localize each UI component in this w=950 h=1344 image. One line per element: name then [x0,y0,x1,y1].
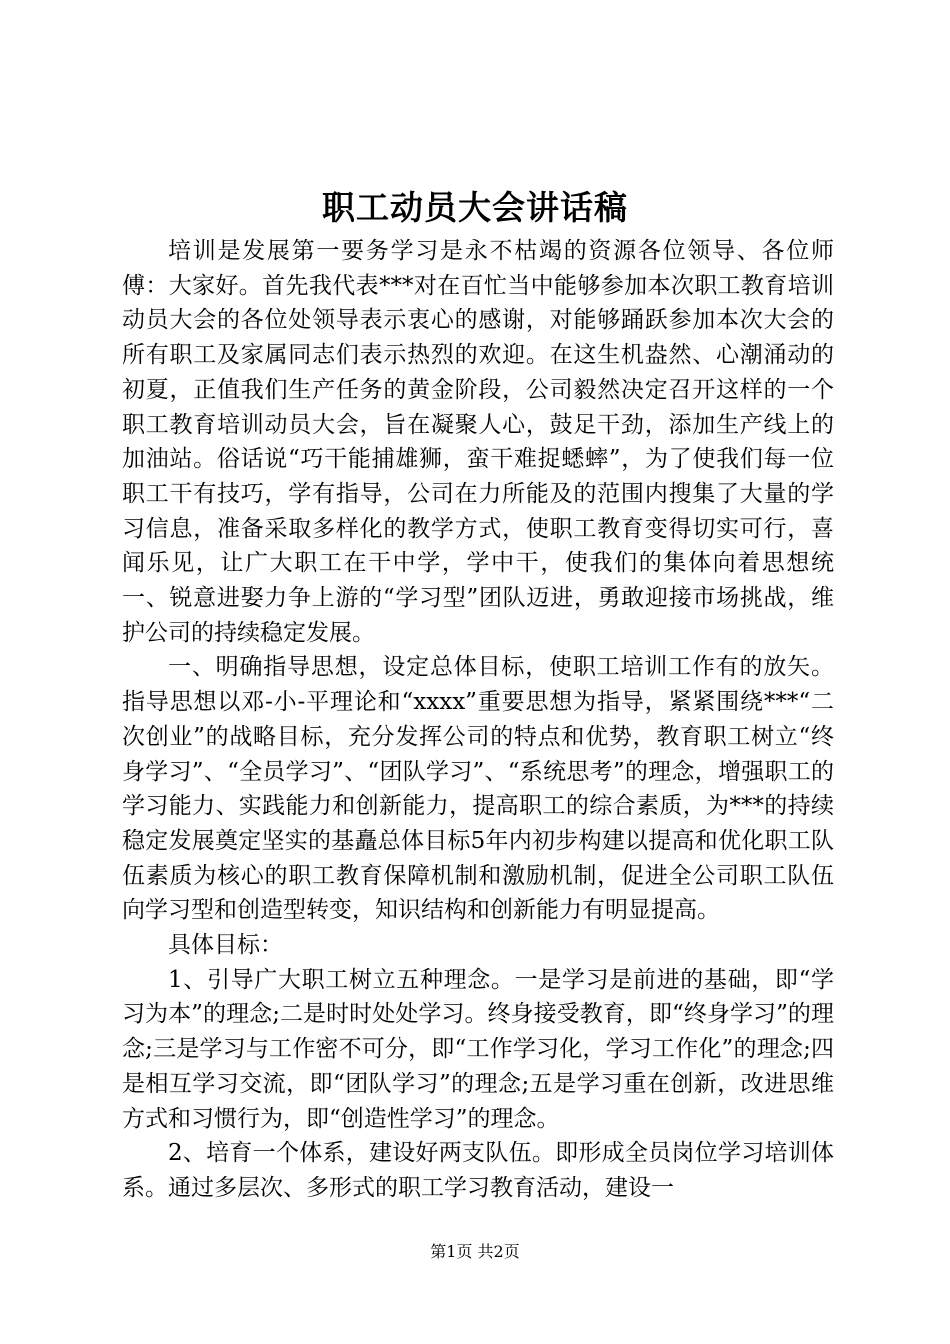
paragraph-intro: 培训是发展第一要务学习是永不枯竭的资源各位领导、各位师傅：大家好。首先我代表***对在百忙当中能够参加本次职工教育培训动员大会的各位处领导表示衷心的感谢，对能够踊跃参加本次大会的所有职工及家属同志们表示热烈的欢迎。在这生机盎然、心潮涌动的初夏，正值我们生产任务的黄金阶段，公司毅然决定召开这样的一个职工教育培训动员大会，旨在凝聚人心，鼓足干劲，添加生产线上的加油站。俗话说“巧干能捕雄狮，蛮干难捉蟋蟀”，为了使我们每一位职工干有技巧，学有指导，公司在力所能及的范围内搜集了大量的学习信息，准备采取多样化的教学方式，使职工教育变得切实可行，喜闻乐见，让广大职工在干中学，学中干，使我们的集体向着思想统一、锐意进娶力争上游的“学习型”团队迈进，勇敢迎接市场挑战，维护公司的持续稳定发展。 [122,238,834,646]
paragraph-section-one: 一、明确指导思想，设定总体目标，使职工培训工作有的放矢。指导思想以邓-小-平理论和“xxxx”重要思想为指导，紧紧围绕***“二次创业”的战略目标，充分发挥公司的特点和优势，教育职工树立“终身学习”、“全员学习”、“团队学习”、“系统思考”的理念，增强职工的学习能力、实践能力和创新能力，提高职工的综合素质，为***的持续稳定发展奠定坚实的基矗总体目标5年内初步构建以提高和优化职工队伍素质为核心的职工教育保障机制和激励机制，促进全公司职工队伍向学习型和创造型转变，知识结构和创新能力有明显提高。 [122,654,834,924]
page-title: 职工动员大会讲话稿 [322,188,628,227]
page-number-footer: 第1页 共2页 [430,1242,520,1261]
document-body [122,234,834,1206]
paragraph-goal-one: 1、引导广大职工树立五种理念。一是学习是前进的基础，即“学习为本”的理念;二是时时处处学习。终身接受教育，即“终身学习”的理念;三是学习与工作密不可分，即“工作学习化，学习工作化”的理念;四是相互学习交流，即“团队学习”的理念;五是学习重在创新，改进思维方式和习惯行为，即“创造性学习”的理念。 [122,966,834,1132]
paragraph-goal-two: 2、培育一个体系，建设好两支队伍。即形成全员岗位学习培训体系。通过多层次、多形式的职工学习教育活动，建设一 [122,1140,834,1201]
paragraph-specific-goals-heading: 具体目标： [168,932,283,959]
